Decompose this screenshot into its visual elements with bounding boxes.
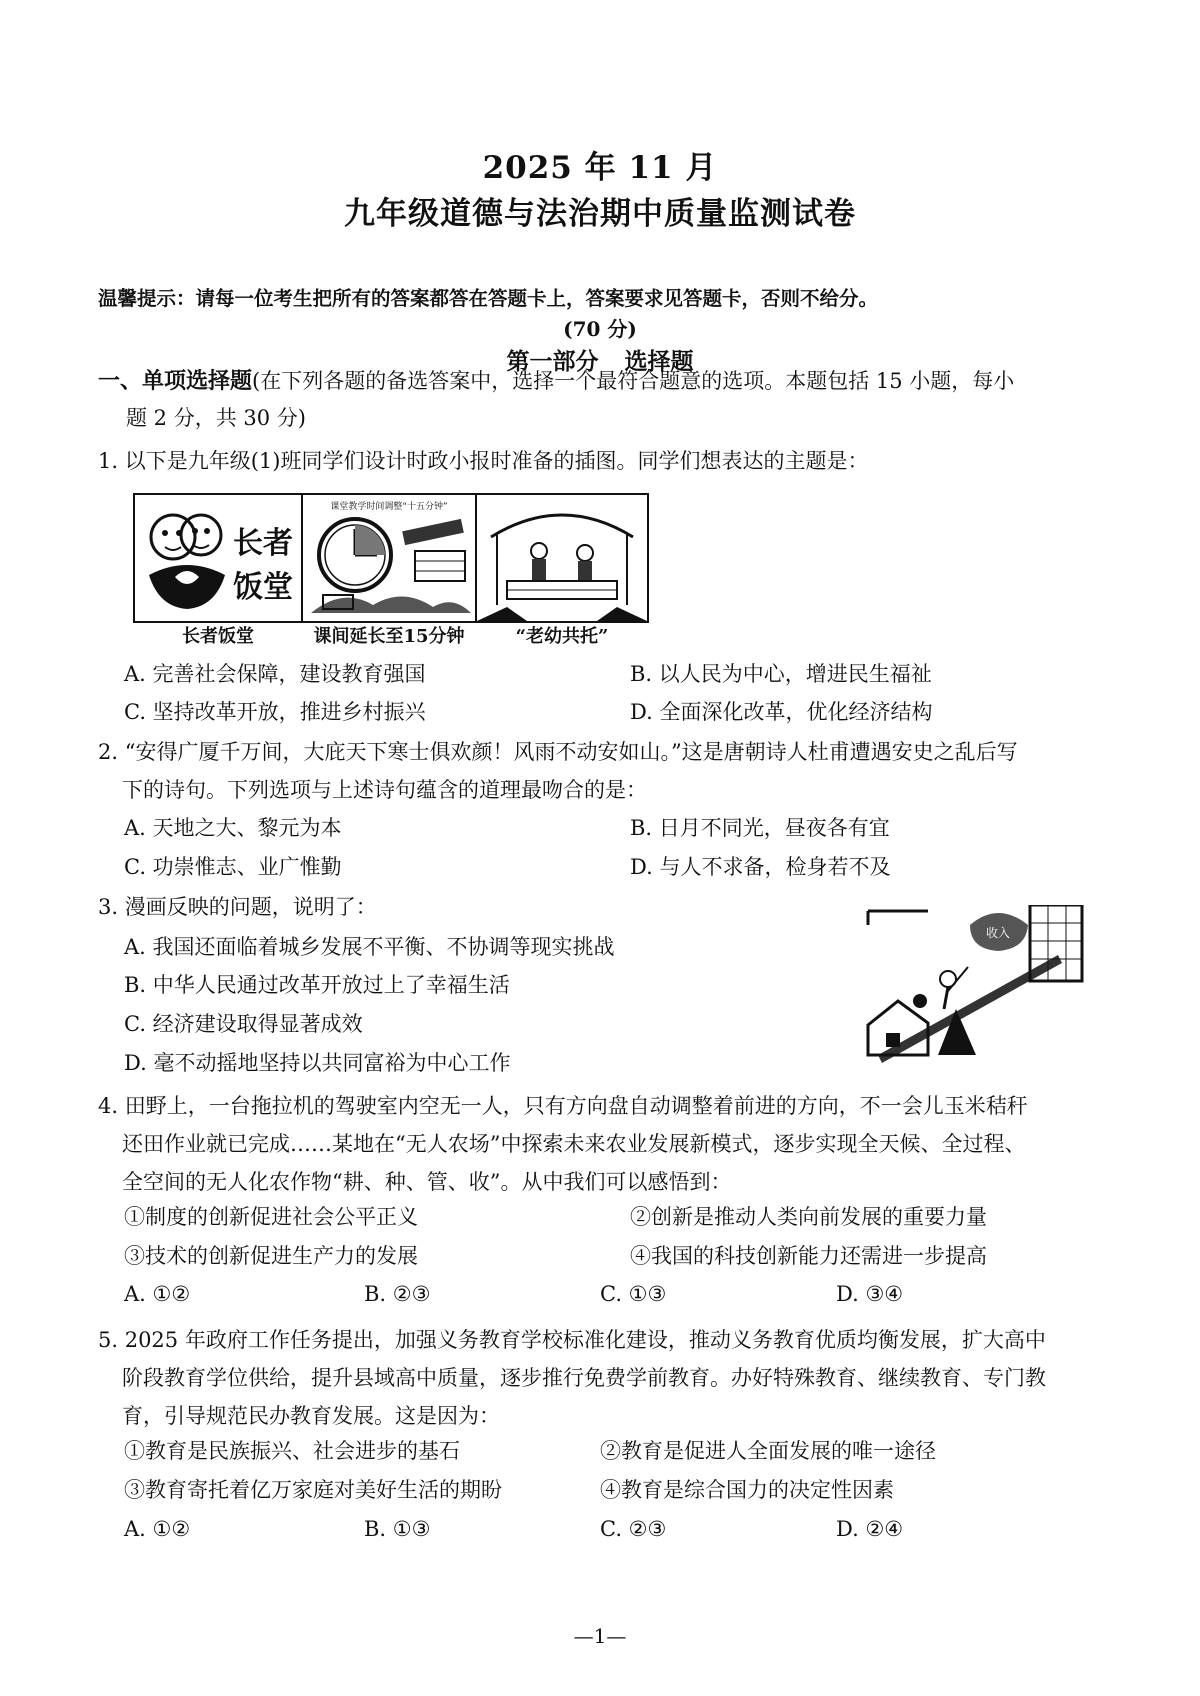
q2-option-d: D. 与人不求备，检身若不及 [630,855,891,879]
section-desc-1: (在下列各题的备选答案中，选择一个最符合题意的选项。本题包括 15 小题，每小 [252,369,1015,393]
q4-statement-1: ①制度的创新促进社会公平正义 [124,1205,418,1229]
q4-option-b: B. ②③ [364,1282,431,1306]
caption-recess-15min: 课间延长至15分钟 [313,626,465,647]
figure-elder-canteen-text-1: 长者 [233,526,293,561]
question-2-stem-1: 2. “安得广厦千万间，大庇天下寒士俱欢颜！风雨不动安如山。”这是唐朝诗人杜甫遭遇安史之乱后写 [98,740,1018,764]
q1-option-c: C. 坚持改革开放，推进乡村振兴 [124,700,426,724]
exam-date: 2025 年 11 月 [482,150,718,186]
q4-statement-2: ②创新是推动人类向前发展的重要力量 [630,1205,987,1229]
figure-recess-15min [301,493,477,623]
question-2-stem-2: 下的诗句。下列选项与上述诗句蕴含的道理最吻合的是： [122,778,647,802]
q5-option-a: A. ①② [124,1517,191,1541]
q1-option-a: A. 完善社会保障，建设教育强国 [124,662,426,686]
q5-statement-4: ④教育是综合国力的决定性因素 [600,1478,894,1502]
page-number: —1— [573,1624,627,1648]
q3-option-a: A. 我国还面临着城乡发展不平衡、不协调等现实挑战 [124,935,615,959]
q3-option-b: B. 中华人民通过改革开放过上了幸福生活 [124,973,510,997]
question-5-stem-2: 阶段教育学位供给，提升县域高中质量，逐步推行免费学前教育。办好特殊教育、继续教育、专门教 [122,1366,1046,1390]
question-5-stem-1: 5. 2025 年政府工作任务提出，加强义务教育学校标准化建设，推动义务教育优质均衡发展，扩大高中 [98,1328,1046,1352]
q2-option-b: B. 日月不同光，昼夜各有宜 [630,816,890,840]
q5-statement-3: ③教育寄托着亿万家庭对美好生活的期盼 [124,1478,502,1502]
q4-option-c: C. ①③ [600,1282,667,1306]
q4-statement-3: ③技术的创新促进生产力的发展 [124,1244,418,1268]
caption-elder-child-care: “老幼共托” [515,626,609,647]
q5-option-c: C. ②③ [600,1517,667,1541]
q4-option-d: D. ③④ [836,1282,904,1306]
part-type: 选择题 [624,349,694,375]
q3-option-d: D. 毫不动摇地坚持以共同富裕为中心工作 [124,1051,511,1075]
q5-statement-1: ①教育是民族振兴、社会进步的基石 [124,1439,460,1463]
figure-elder-canteen [133,493,303,623]
q5-option-d: D. ②④ [836,1517,904,1541]
question-4 [98,1087,1118,1201]
section-desc-2: 题 2 分，共 30 分) [126,406,306,430]
question-5-stem-3: 育，引导规范民办教育发展。这是因为： [122,1404,500,1428]
q5-option-b: B. ①③ [364,1517,431,1541]
question-4-stem-2: 还田作业就已完成……某地在“无人农场”中探索未来农业发展新模式，逐步实现全天候、全过程、 [122,1132,1026,1156]
q1-option-b: B. 以人民为中心，增进民生福祉 [630,662,932,686]
q3-cartoon-seesaw [858,905,1088,1065]
q5-statement-2: ②教育是促进人全面发展的唯一途径 [600,1439,936,1463]
figure-elder-canteen-text-2: 饭堂 [233,570,293,605]
question-4-stem-1: 4. 田野上，一台拖拉机的驾驶室内空无一人，只有方向盘自动调整着前进的方向，不一会儿玉米秸秆 [98,1094,1028,1118]
question-4-stem-3: 全空间的无人化农作物“耕、种、管、收”。从中我们可以感悟到： [122,1170,732,1194]
q2-option-a: A. 天地之大、黎元为本 [124,816,342,840]
q3-option-c: C. 经济建设取得显著成效 [124,1012,363,1036]
question-5 [98,1321,1118,1435]
question-1 [98,442,1118,480]
q2-option-c: C. 功崇惟志、业广惟勤 [124,855,342,879]
question-1-stem: 1. 以下是九年级(1)班同学们设计时政小报时准备的插图。同学们想表达的主题是： [98,449,869,473]
figure-elder-child-care [475,493,649,623]
cartoon-income-label: 收入 [985,926,1011,940]
caption-elder-canteen: 长者饭堂 [182,626,254,647]
warm-tip: 温馨提示：请每一位考生把所有的答案都答在答题卡上，答案要求见答题卡，否则不给分。 [98,287,879,310]
figure-recess-banner: 课堂教学时间调整“十五分钟” [330,502,448,512]
question-1-figures [133,493,693,623]
exam-title: 九年级道德与法治期中质量监测试卷 [344,196,856,232]
question-3-stem: 3. 漫画反映的问题，说明了： [98,895,377,919]
q4-option-a: A. ①② [124,1282,191,1306]
q1-option-d: D. 全面深化改革，优化经济结构 [630,700,933,724]
part-name: 第一部分 [506,349,599,375]
total-score: (70 分) [563,317,637,341]
section-label: 一、单项选择题 [98,369,253,394]
section-heading [98,363,1118,436]
q4-statement-4: ④我国的科技创新能力还需进一步提高 [630,1244,987,1268]
question-2 [98,733,1118,809]
